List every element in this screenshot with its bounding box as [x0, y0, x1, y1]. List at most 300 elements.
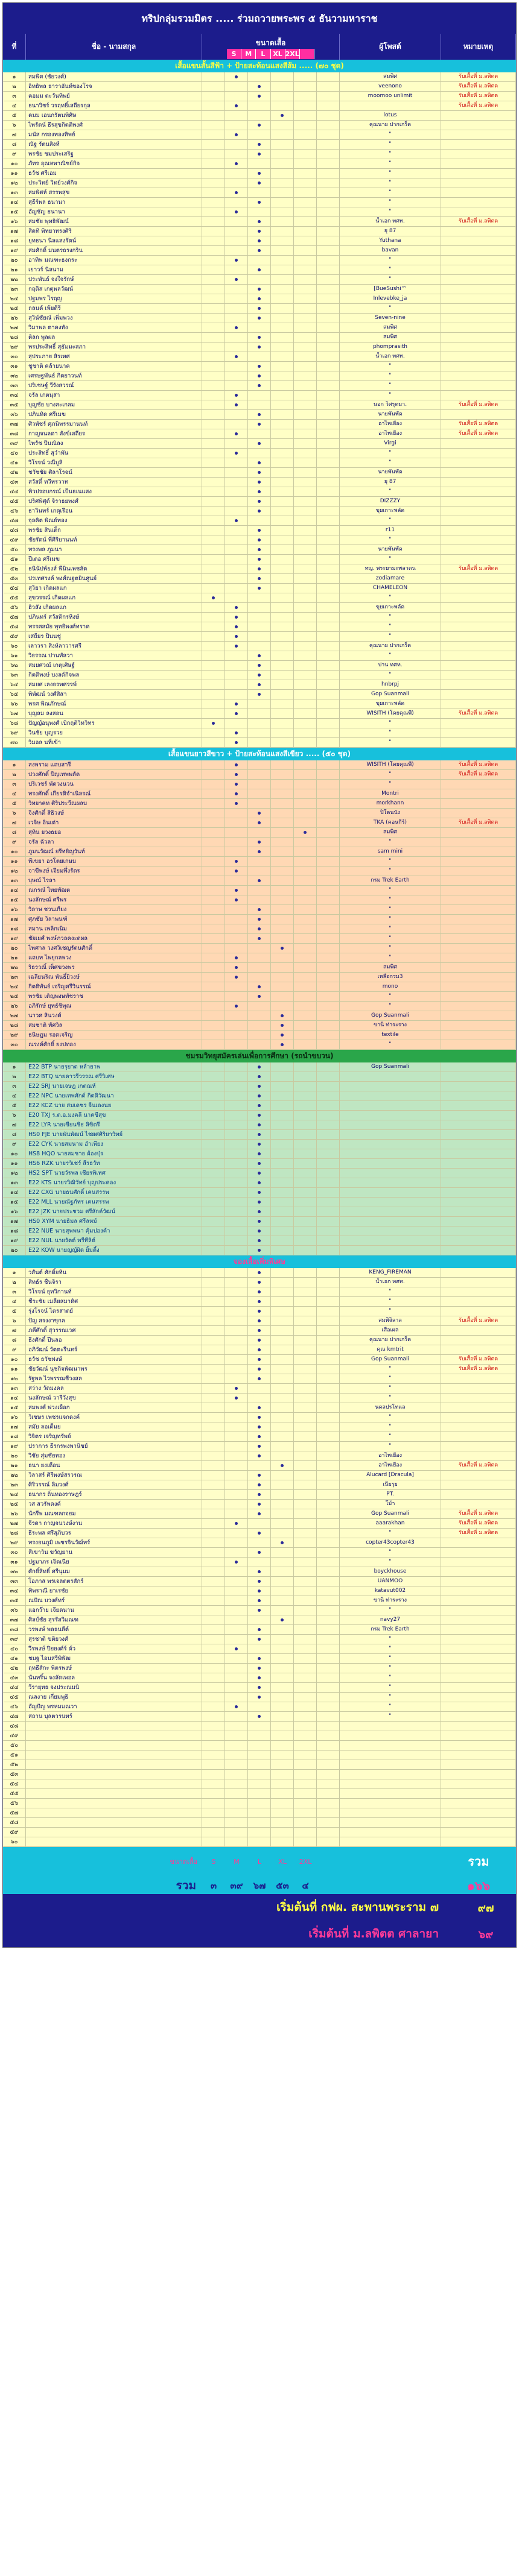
size-cell	[294, 680, 317, 689]
size-cell	[271, 1217, 294, 1226]
size-cell	[202, 738, 225, 747]
size-cell	[317, 760, 340, 769]
row-name: วิทยาคท ศิริประวีณผลบ	[26, 799, 202, 808]
row-number: ๑๓	[3, 876, 26, 885]
size-cell	[271, 265, 294, 274]
size-cell	[225, 613, 248, 622]
table-row	[3, 1789, 516, 1799]
table-row	[3, 535, 516, 545]
size-cell	[202, 1149, 225, 1158]
row-note	[441, 1178, 516, 1187]
size-cell	[317, 886, 340, 895]
size-cell	[248, 1355, 271, 1364]
size-cell	[294, 1683, 317, 1692]
row-order-by: น้ำเอก ทศท.	[340, 352, 441, 361]
row-order-by: "	[340, 1606, 441, 1615]
size-cell	[271, 622, 294, 631]
size-cell	[225, 1712, 248, 1721]
size-mark-icon	[258, 384, 261, 387]
table-row	[3, 1558, 516, 1567]
table-row	[3, 130, 516, 140]
row-name: บุญลม ลงสอน	[26, 709, 202, 718]
row-order-by: "	[340, 198, 441, 207]
table-row	[3, 1198, 516, 1207]
row-order-by: Montri	[340, 789, 441, 798]
size-cell	[225, 362, 248, 371]
size-cell	[294, 1577, 317, 1586]
size-cell	[317, 1120, 340, 1129]
size-cell	[225, 439, 248, 448]
size-cell	[248, 642, 271, 651]
size-cell	[271, 1500, 294, 1509]
row-number: ๓๒	[3, 1567, 26, 1576]
size-cell	[202, 1246, 225, 1255]
size-cell	[225, 760, 248, 769]
size-cell	[317, 487, 340, 496]
size-cell	[294, 1159, 317, 1168]
size-cell	[317, 789, 340, 798]
size-cell	[294, 1226, 317, 1236]
table-row	[3, 1002, 516, 1011]
size-mark-icon	[258, 1271, 261, 1274]
size-cell	[294, 1760, 317, 1769]
row-name: ทิพราณี ยาเรชัย	[26, 1586, 202, 1596]
row-name: ชมฐ ไอนสรีพิพัฒ	[26, 1654, 202, 1663]
row-number: ๖๙	[3, 728, 26, 737]
row-number: ๓	[3, 92, 26, 101]
size-cell	[294, 1207, 317, 1216]
row-note	[441, 1413, 516, 1422]
size-cell	[225, 545, 248, 554]
size-cell	[248, 92, 271, 101]
row-order-by: คุณนาย ปากเกร็ด	[340, 121, 441, 130]
summary-size-2xl: 2XL	[299, 1857, 312, 1866]
table-row	[3, 661, 516, 671]
size-cell	[225, 1140, 248, 1149]
row-order-by: KENG_FIREMAN	[340, 1268, 441, 1277]
size-mark-icon	[258, 1065, 261, 1069]
size-cell	[202, 497, 225, 506]
size-cell	[271, 101, 294, 110]
table-row	[3, 1683, 516, 1693]
row-number: ๔๘	[3, 1722, 26, 1731]
row-note	[441, 1040, 516, 1049]
table-row	[3, 953, 516, 963]
size-cell	[225, 304, 248, 313]
size-cell	[317, 343, 340, 352]
size-cell	[202, 1712, 225, 1721]
row-order-by: สมพิศ	[340, 828, 441, 837]
row-order-by	[340, 1226, 441, 1236]
row-number: ๔๐	[3, 1644, 26, 1653]
row-note	[441, 574, 516, 583]
size-cell	[317, 1615, 340, 1624]
size-cell	[271, 1644, 294, 1653]
row-note	[441, 780, 516, 789]
size-cell	[248, 1548, 271, 1557]
row-number: ๒๙	[3, 1538, 26, 1547]
row-order-by: "	[340, 1365, 441, 1374]
row-number: ๑๐	[3, 847, 26, 856]
row-number: ๔๙	[3, 535, 26, 545]
row-order-by: น้ำเอก ทศท.	[340, 217, 441, 226]
table-row	[3, 545, 516, 555]
row-name: สงพราม แถบสารี	[26, 760, 202, 769]
size-cell	[248, 304, 271, 313]
size-cell	[225, 1278, 248, 1287]
size-cell	[317, 1808, 340, 1817]
size-cell	[317, 838, 340, 847]
row-number: ๒๔	[3, 982, 26, 991]
size-cell	[202, 1779, 225, 1788]
size-cell	[317, 429, 340, 438]
size-mark-icon	[258, 654, 261, 657]
size-cell	[248, 1683, 271, 1692]
size-cell	[202, 1586, 225, 1596]
row-name	[26, 1828, 202, 1837]
size-cell	[317, 420, 340, 429]
row-name: ภูมนวัฒณ์ ยรีทธิญวันท์	[26, 847, 202, 856]
size-cell	[225, 661, 248, 670]
row-note	[441, 905, 516, 914]
size-cell	[202, 391, 225, 400]
size-cell	[248, 886, 271, 895]
row-order-by: Seven-nine	[340, 314, 441, 323]
row-note	[441, 719, 516, 728]
row-order-by: Gop Suanmali	[340, 1062, 441, 1072]
size-cell	[225, 1169, 248, 1178]
row-name: ภคีศักดิ์ สุวรรณเวศ	[26, 1326, 202, 1335]
size-cell	[271, 738, 294, 747]
row-order-by: Alucard [Dracula]	[340, 1471, 441, 1480]
row-order-by: นายพันพัด	[340, 468, 441, 477]
size-cell	[271, 857, 294, 866]
size-cell	[225, 285, 248, 294]
size-cell	[248, 1002, 271, 1011]
row-note	[441, 1169, 516, 1178]
row-number: ๑๔	[3, 1188, 26, 1197]
size-cell	[202, 593, 225, 602]
table-row	[3, 719, 516, 728]
size-cell	[294, 651, 317, 660]
size-cell	[248, 1226, 271, 1236]
row-number: ๓๖	[3, 410, 26, 419]
size-cell	[294, 690, 317, 699]
row-number: ๓๗	[3, 1615, 26, 1624]
size-cell	[225, 555, 248, 564]
row-name: วีรายุทธ จงประณมนิ	[26, 1683, 202, 1692]
size-cell	[225, 1297, 248, 1306]
table-row	[3, 1837, 516, 1847]
table-row	[3, 1226, 516, 1236]
row-order-by: "	[340, 535, 441, 545]
row-note	[441, 1384, 516, 1393]
size-cell	[225, 1236, 248, 1245]
size-mark-icon	[258, 664, 261, 667]
table-row	[3, 439, 516, 449]
size-cell	[294, 1217, 317, 1226]
table-row	[3, 265, 516, 275]
size-cell	[225, 1596, 248, 1605]
size-cell	[294, 371, 317, 380]
size-cell	[248, 458, 271, 467]
size-cell	[294, 1031, 317, 1040]
size-cell	[317, 1198, 340, 1207]
size-cell	[317, 1188, 340, 1197]
size-cell	[294, 1072, 317, 1081]
size-cell	[225, 323, 248, 332]
row-note	[441, 982, 516, 991]
size-cell	[317, 101, 340, 110]
row-number: ๖๗	[3, 709, 26, 718]
size-cell	[248, 915, 271, 924]
row-order-by: "	[340, 188, 441, 197]
size-cell	[294, 1002, 317, 1011]
row-name: จิงศักดิ์ สิธิวงษ์	[26, 809, 202, 818]
size-cell	[271, 439, 294, 448]
size-cell	[202, 1664, 225, 1673]
size-cell	[202, 1111, 225, 1120]
row-name: ทรงพล ภูมนา	[26, 545, 202, 554]
size-cell	[294, 944, 317, 953]
table-row	[3, 1808, 516, 1818]
size-cell	[225, 1538, 248, 1547]
row-name: มนัส กรองทองทิพย์	[26, 130, 202, 139]
row-order-by	[340, 1799, 441, 1808]
row-name: ประวิทย์ วิทย์วงศ์กิจ	[26, 178, 202, 188]
size-cell	[248, 1336, 271, 1345]
size-cell	[225, 535, 248, 545]
size-cell	[271, 294, 294, 303]
page-title: ทริปกลุ่มรวมมิตร ..... ร่วมถวายพระพร ๕ ธันวามหาราช	[3, 3, 516, 34]
size-cell	[225, 516, 248, 525]
size-cell	[294, 1169, 317, 1178]
size-cell	[271, 343, 294, 352]
size-cell	[294, 1490, 317, 1499]
size-cell	[271, 982, 294, 991]
row-number: ๙	[3, 838, 26, 847]
row-name: ติลก พูลผล	[26, 333, 202, 342]
size-mark-icon	[281, 114, 284, 117]
size-cell	[271, 1307, 294, 1316]
row-note	[441, 680, 516, 689]
table-row	[3, 838, 516, 847]
size-cell	[202, 1207, 225, 1216]
size-cell	[294, 1082, 317, 1091]
size-cell	[248, 256, 271, 265]
row-note	[441, 809, 516, 818]
row-order-by: "	[340, 622, 441, 631]
size-cell	[271, 1509, 294, 1518]
row-number: ๕๘	[3, 1818, 26, 1827]
size-cell	[225, 478, 248, 487]
row-order-by: "	[340, 738, 441, 747]
size-cell	[294, 828, 317, 837]
size-cell	[271, 876, 294, 885]
size-mark-icon	[258, 1474, 261, 1477]
row-note	[441, 1268, 516, 1277]
size-cell	[225, 1722, 248, 1731]
row-number: ๑	[3, 760, 26, 769]
table-row	[3, 410, 516, 420]
size-cell	[317, 1169, 340, 1178]
table-row	[3, 1673, 516, 1683]
row-number: ๑๒	[3, 1169, 26, 1178]
size-cell	[317, 1111, 340, 1120]
row-note: รับเสื้อที่ ม.ลพิตต	[441, 101, 516, 110]
size-cell	[294, 886, 317, 895]
size-cell	[248, 1403, 271, 1412]
size-cell	[248, 699, 271, 709]
table-row	[3, 1031, 516, 1040]
size-cell	[225, 876, 248, 885]
size-mark-icon	[258, 918, 261, 921]
size-mark-icon	[281, 1541, 284, 1544]
size-cell	[317, 1011, 340, 1020]
table-row	[3, 690, 516, 699]
size-mark-icon	[258, 172, 261, 175]
size-cell	[271, 1818, 294, 1827]
sections	[3, 60, 516, 1847]
size-cell	[225, 178, 248, 188]
row-name: บุญชัย บางสะเกลม	[26, 400, 202, 409]
row-name: ฮิวสัง เกิดผลแก	[26, 603, 202, 612]
header-size-blank	[300, 49, 314, 59]
row-note	[441, 1760, 516, 1769]
table-row	[3, 1567, 516, 1577]
size-cell	[248, 1130, 271, 1139]
size-cell	[317, 1326, 340, 1335]
row-note	[441, 439, 516, 448]
row-number: ๒๗	[3, 1519, 26, 1528]
size-mark-icon	[235, 1647, 238, 1650]
row-order-by	[340, 1722, 441, 1731]
size-cell	[271, 1002, 294, 1011]
row-number: ๑	[3, 1062, 26, 1072]
size-cell	[225, 150, 248, 159]
size-cell	[248, 1673, 271, 1682]
size-cell	[294, 400, 317, 409]
row-name: ธีงศักดิ์ ปีนลอ	[26, 1336, 202, 1345]
size-cell	[317, 1355, 340, 1364]
size-cell	[271, 1403, 294, 1412]
size-cell	[271, 1538, 294, 1547]
size-mark-icon	[258, 1435, 261, 1438]
size-cell	[317, 1750, 340, 1760]
row-order-by: อาไพเยือง	[340, 420, 441, 429]
table-row	[3, 1062, 516, 1072]
size-cell	[317, 992, 340, 1001]
size-mark-icon	[258, 1454, 261, 1457]
size-cell	[317, 246, 340, 255]
row-number: ๔๓	[3, 478, 26, 487]
row-order-by	[340, 1837, 441, 1846]
size-cell	[248, 1606, 271, 1615]
row-number: ๒๗	[3, 323, 26, 332]
table-row	[3, 1111, 516, 1120]
row-number: ๖	[3, 809, 26, 818]
start-count-egat: ๙๗	[477, 1901, 494, 1915]
size-mark-icon	[258, 1181, 261, 1184]
row-number: ๖๕	[3, 690, 26, 699]
size-cell	[225, 1217, 248, 1226]
size-cell	[248, 545, 271, 554]
row-note	[441, 1207, 516, 1216]
size-cell	[317, 1031, 340, 1040]
row-name: ศักดิ์สิทธิ์ ศรีนุมม	[26, 1567, 202, 1576]
row-order-by: สมพิศ	[340, 72, 441, 81]
size-cell	[317, 1828, 340, 1837]
row-name: ฤทธีส์กะ พิตรพงษ์	[26, 1664, 202, 1673]
size-cell	[225, 1702, 248, 1711]
row-note	[441, 1432, 516, 1441]
row-note	[441, 1021, 516, 1030]
size-cell	[317, 828, 340, 837]
size-cell	[225, 1011, 248, 1020]
size-cell	[225, 314, 248, 323]
size-cell	[294, 867, 317, 876]
row-number: ๕๐	[3, 545, 26, 554]
size-cell	[225, 1828, 248, 1837]
size-cell	[294, 265, 317, 274]
row-note	[441, 1278, 516, 1287]
row-note	[441, 207, 516, 216]
size-cell	[317, 1529, 340, 1538]
row-name: ปภินทิด ศรีเมฆ	[26, 410, 202, 419]
size-cell	[294, 478, 317, 487]
size-cell	[271, 1188, 294, 1197]
row-note: รับเสื้อที่ ม.ลพิตต	[441, 1355, 516, 1364]
size-cell	[294, 1702, 317, 1711]
size-cell	[294, 1062, 317, 1072]
row-note	[441, 1307, 516, 1316]
size-cell	[248, 198, 271, 207]
row-note	[441, 1818, 516, 1827]
row-number: ๙	[3, 150, 26, 159]
row-note	[441, 699, 516, 709]
row-name: ปัญญ์อนุพงศ์ เบิกฤติวิทวิทร	[26, 719, 202, 728]
size-cell	[248, 613, 271, 622]
size-cell	[271, 391, 294, 400]
row-note	[441, 526, 516, 535]
size-cell	[248, 1828, 271, 1837]
row-number: ๗	[3, 818, 26, 827]
size-cell	[248, 847, 271, 856]
table-row	[3, 1451, 516, 1461]
row-order-by: "	[340, 1413, 441, 1422]
size-cell	[225, 799, 248, 808]
size-cell	[294, 1828, 317, 1837]
size-cell	[225, 429, 248, 438]
size-cell	[294, 1664, 317, 1673]
size-cell	[248, 838, 271, 847]
row-name: วิมาพล ตาคงทัง	[26, 323, 202, 332]
size-mark-icon	[258, 182, 261, 185]
size-cell	[248, 236, 271, 245]
row-order-by: "	[340, 593, 441, 602]
row-name: HS2 SPT นายวัรพล เชียรพิเทศ	[26, 1169, 202, 1178]
size-cell	[317, 1442, 340, 1451]
size-cell	[271, 1226, 294, 1236]
size-cell	[271, 838, 294, 847]
size-cell	[317, 564, 340, 573]
row-name: ณปัณ บวงศ์ทร์	[26, 1596, 202, 1605]
size-cell	[271, 1091, 294, 1100]
size-cell	[317, 924, 340, 933]
size-cell	[271, 130, 294, 139]
row-name: จีรดา กาญจนวงษ์งาน	[26, 1519, 202, 1528]
size-cell	[317, 613, 340, 622]
